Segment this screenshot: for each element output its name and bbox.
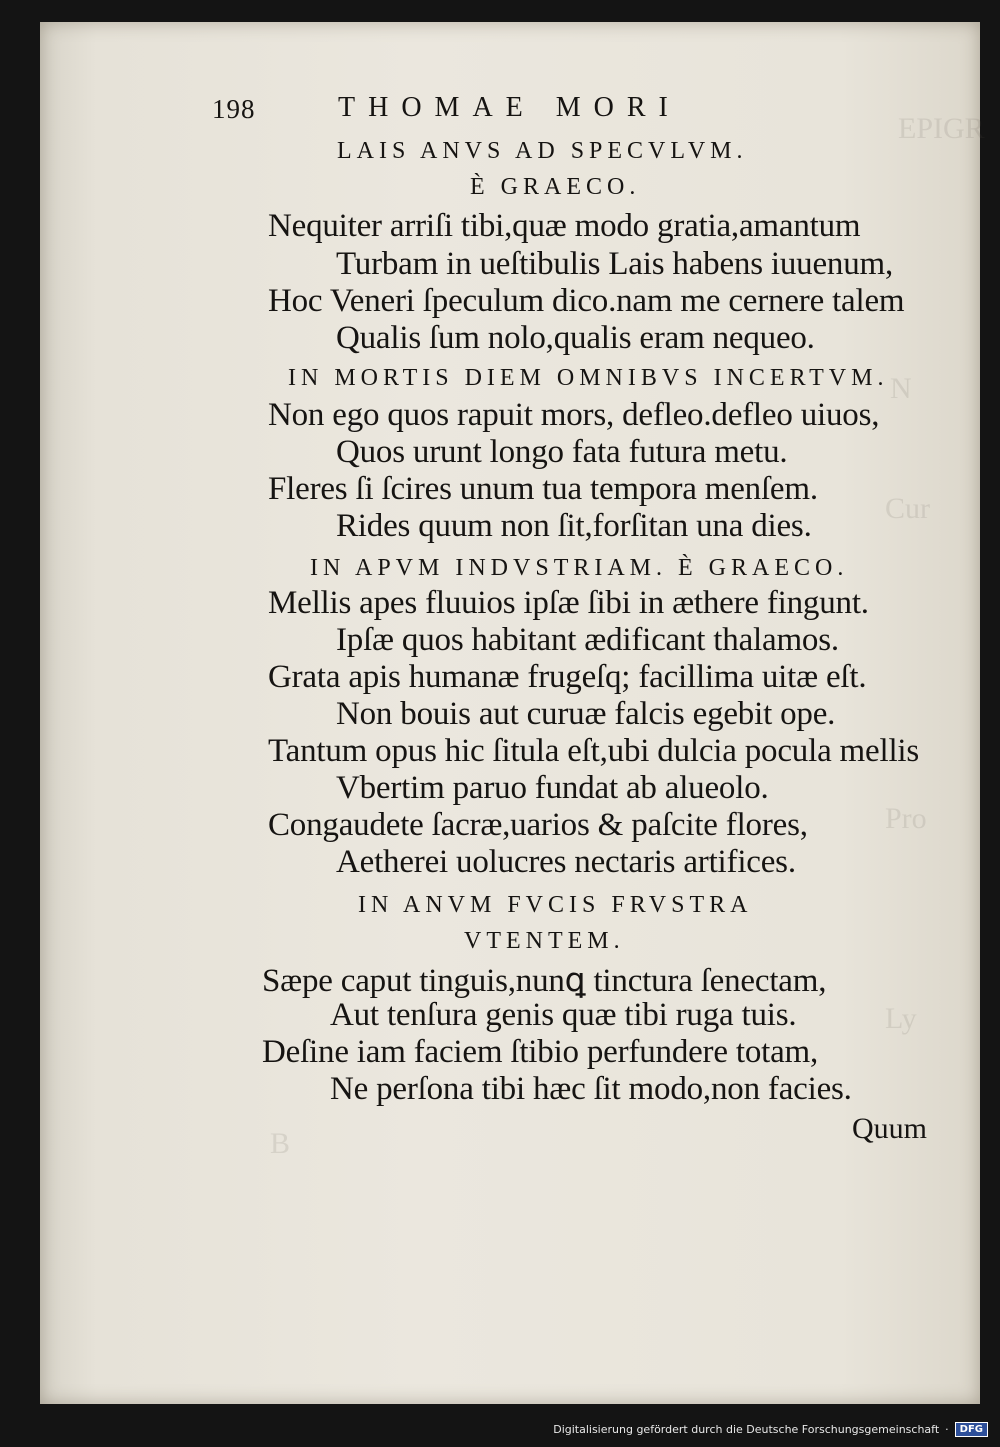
verse-line: Sæpe caput tinguis,nunꝗ tinctura ſenectam, [262, 963, 827, 999]
show-through-text: Pro [885, 802, 927, 835]
verse-line: Aetherei uolucres nectaris artifices. [336, 844, 796, 880]
verse-line: Tantum opus hic ſitula eſt,ubi dulcia pocula mellis [268, 733, 920, 769]
poem-title: È GRAECO. [470, 174, 641, 200]
show-through-text: Cur [885, 492, 930, 525]
catchword: Quum [852, 1112, 927, 1145]
poem-title: IN MORTIS DIEM OMNIBVS INCERTVM. [288, 365, 889, 391]
digitization-footer [553, 1419, 988, 1439]
verse-line: Vbertim paruo fundat ab alueolo. [336, 770, 769, 806]
verse-line: Hoc Veneri ſpeculum dico.nam me cernere talem [268, 283, 905, 319]
verse-line: Grata apis humanæ frugeſq; facillima uitæ eſt. [268, 659, 867, 695]
dfg-logo-icon: DFG [955, 1422, 988, 1437]
poem-title: VTENTEM. [464, 928, 625, 954]
verse-line: Congaudete ſacræ,uarios & paſcite flores, [268, 807, 808, 843]
verse-line: Non ego quos rapuit mors, defleo.defleo uiuos, [268, 397, 880, 433]
show-through-text: N [890, 372, 912, 405]
verse-line: Aut tenſura genis quæ tibi ruga tuis. [330, 997, 797, 1033]
footer-text: Digitalisierung gefördert durch die Deutsche Forschungsgemeinschaft [553, 1422, 940, 1436]
verse-line: Rides quum non ſit,forſitan una dies. [336, 508, 812, 544]
verse-line: Ipſæ quos habitant ædificant thalamos. [336, 622, 839, 658]
verse-line: Quos urunt longo fata futura metu. [336, 434, 788, 470]
page-number: 198 [212, 94, 256, 124]
show-through-text: Ly [885, 1002, 917, 1035]
verse-line: Deſine iam faciem ſtibio perfundere totam, [262, 1034, 819, 1070]
running-title: THOMAE MORI [338, 92, 681, 123]
footer-separator: · [945, 1422, 949, 1436]
verse-line: Nequiter arriſi tibi,quæ modo gratia,amantum [268, 208, 861, 244]
verse-line: Qualis ſum nolo,qualis eram nequeo. [336, 320, 815, 356]
poem-title: LAIS ANVS AD SPECVLVM. [337, 138, 748, 164]
verse-line: Fleres ſi ſcires unum tua tempora menſem. [268, 471, 818, 507]
show-through-text: EPIGR [898, 112, 985, 145]
show-through-text: B [270, 1127, 291, 1160]
verse-line: Non bouis aut curuæ falcis egebit ope. [336, 696, 836, 732]
poem-title: IN APVM INDVSTRIAM. È GRAECO. [310, 555, 849, 581]
verse-line: Ne perſona tibi hæc ſit modo,non facies. [330, 1071, 852, 1107]
verse-line: Mellis apes fluuios ipſæ ſibi in æthere fingunt. [268, 585, 869, 621]
book-page [40, 22, 985, 1404]
poem-title: IN ANVM FVCIS FRVSTRA [358, 892, 753, 918]
verse-line: Turbam in ueſtibulis Lais habens iuuenum, [336, 246, 894, 282]
